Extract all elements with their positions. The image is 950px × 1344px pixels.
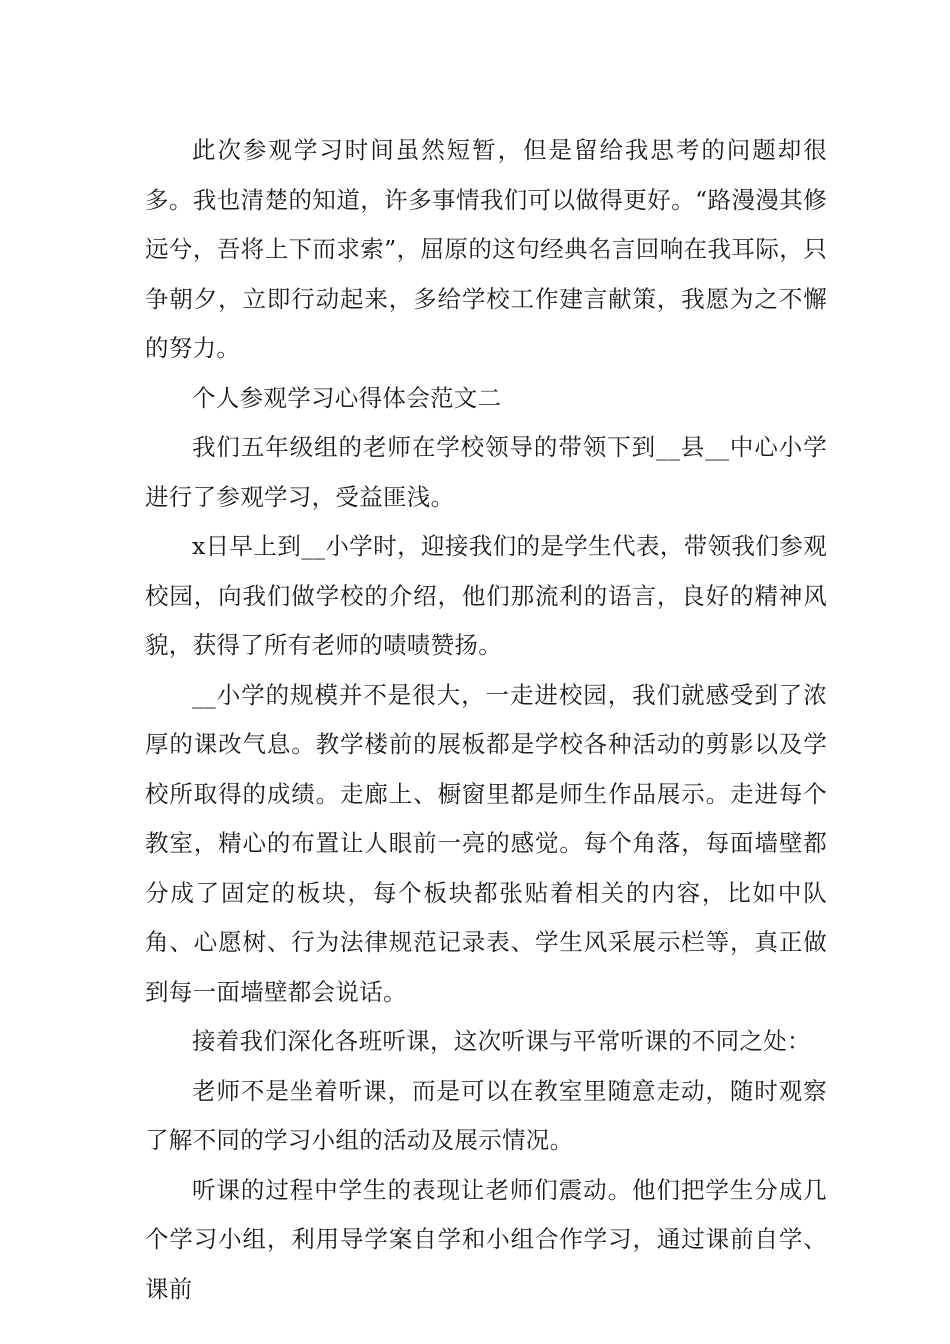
paragraph-students: 听课的过程中学生的表现让老师们震动。他们把学生分成几个学习小组，利用导学案自学和小组合作学习，通过课前自学、课前 <box>145 1175 827 1303</box>
section-heading: 个人参观学习心得体会范文二 <box>192 383 502 412</box>
paragraph-teachers-walk: 老师不是坐着听课，而是可以在教室里随意走动，随时观察了解不同的学习小组的活动及展示情况。 <box>145 1076 827 1154</box>
paragraph-class-observation: 接着我们深化各班听课，这次听课与平常听课的不同之处： <box>192 1027 811 1055</box>
paragraph-visit-intro: 我们五年级组的老师在学校领导的带领下到__县__中心小学进行了参观学习，受益匪浅。 <box>145 433 827 511</box>
paragraph-reflection: 此次参观学习时间虽然短暂，但是留给我思考的问题却很多。我也清楚的知道，许多事情我们可以做得更好。“路漫漫其修远兮，吾将上下而求索”，屈原的这句经典名言回响在我耳际，只争朝夕，立即行动起来，多给学校工作建言献策，我愿为之不懈的努力。 <box>145 136 827 362</box>
paragraph-campus: __小学的规模并不是很大，一走进校园，我们就感受到了浓厚的课改气息。教学楼前的展板都是学校各种活动的剪影以及学校所取得的成绩。走廊上、橱窗里都是师生作品展示。走进每个教室，精心的布置让人眼前一亮的感觉。每个角落，每面墙壁都分成了固定的板块，每个板块都张贴着相关的内容，比如中队角、心愿树、行为法律规范记录表、学生风采展示栏等，真正做到每一面墙壁都会说话。 <box>145 680 827 1006</box>
document-body <box>145 126 827 1314</box>
paragraph-arrival: x日早上到__小学时，迎接我们的是学生代表，带领我们参观校园，向我们做学校的介绍，他们那流利的语言，良好的精神风貌，获得了所有老师的啧啧赞扬。 <box>145 532 827 659</box>
